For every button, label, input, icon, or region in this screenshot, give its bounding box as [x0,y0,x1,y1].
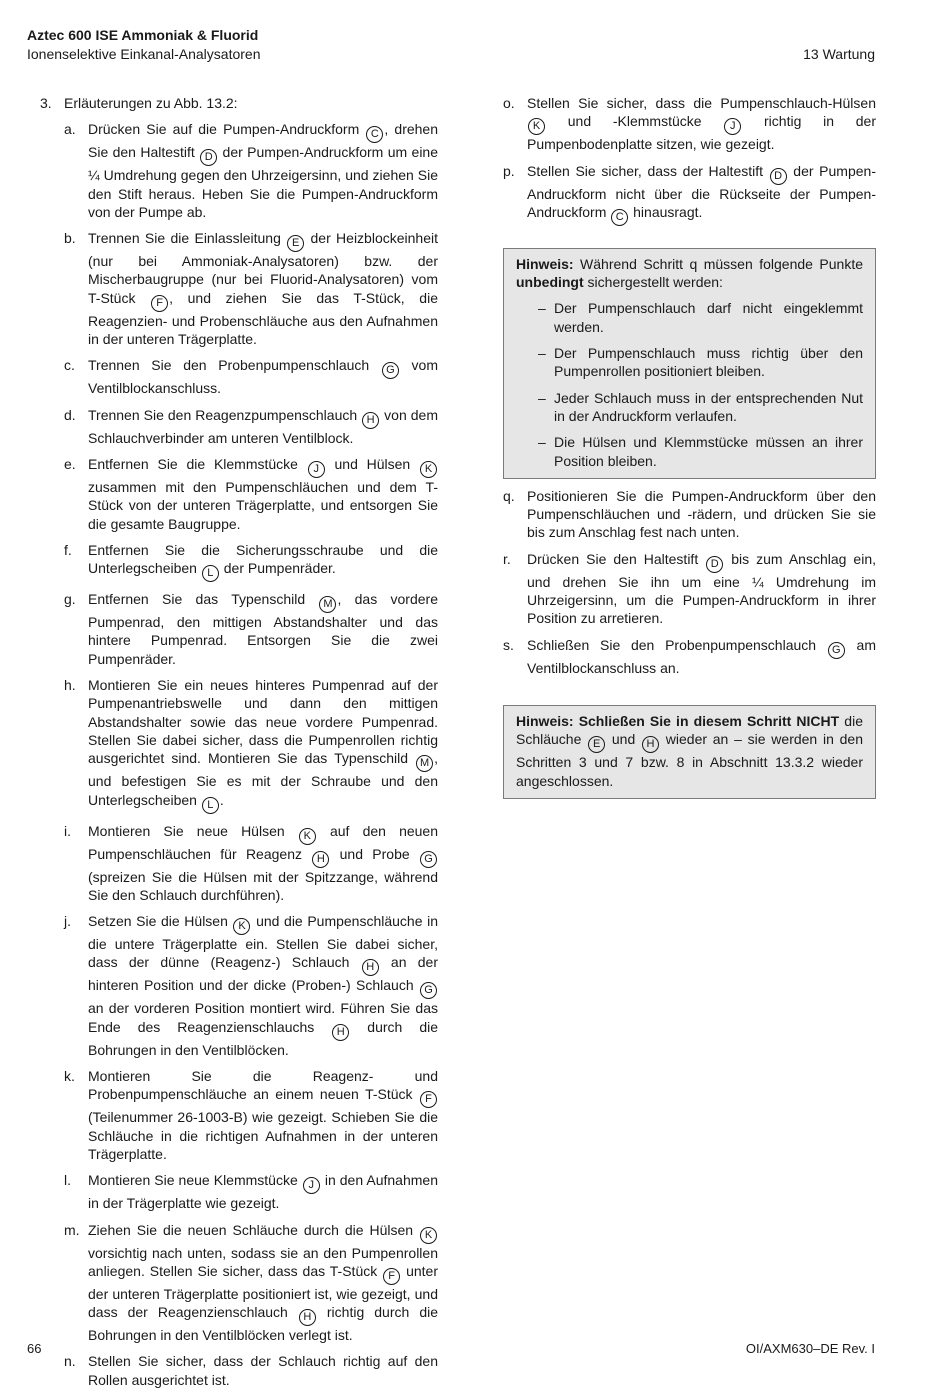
step-text-segment: Trennen Sie den Probenpumpenschlauch [88,357,381,374]
callout-ref-k: K [528,118,545,135]
step-text [88,1352,438,1389]
right-column [503,94,876,807]
step-text [88,541,438,582]
step-item [40,1221,438,1345]
step-item [40,590,438,668]
callout-ref-m: M [416,755,433,772]
step-text-segment: richtig durch die Bohrungen in den Ventilblöcken verlegt ist. [88,1304,438,1344]
document-reference: OI/AXM630–DE Rev. I [745,1341,875,1356]
step-text [88,1067,438,1163]
callout-ref-j: J [724,118,741,135]
step-text-segment: der Pumpen-Andruckform um eine ¼ Umdrehung gegen den Uhrzeigersinn, und ziehen Sie den Stift heraus. Heben Sie die Pumpen-Andruckform von der Pumpe ab. [88,144,438,220]
step-text [88,822,438,905]
callout-ref-f: F [383,1268,400,1285]
step-text-segment: der Heizblockeinheit (nur bei Ammoniak-Analysatoren) bzw. der Mischerbaugruppe (nur bei Fluorid-Analysatoren) vom T-Stück [88,230,438,306]
intro-text: Erläuterungen zu Abb. 13.2: [64,95,238,111]
step-text-segment: Montieren Sie die Reagenz- und Probenpumpenschläuche an einem neuen T-Stück [88,1068,438,1103]
step-text-segment: an der hinteren Position und der dicke (Proben-) Schlauch [88,954,438,994]
callout-ref-h: H [332,1024,349,1041]
step-letter: k. [64,1068,75,1085]
callout-ref-l: L [202,797,219,814]
note-item-text: Jeder Schlauch muss in der entsprechenden Nut in der Andruckform verlaufen. [554,389,863,424]
step-text-segment: Trennen Sie die Einlassleitung [88,230,287,247]
dash-bullet: – [538,434,546,451]
step-text-segment: der Pumpenräder. [219,560,336,577]
callout-ref-c: C [366,126,383,143]
step-text-segment: bis zum Anschlag ein, und drehen Sie ihn um eine ¼ Umdrehung im Uhrzeigersinn, um die Pumpen-Andruckform in ihrer Position zu arretieren. [527,550,877,627]
step-text-segment: Schließen Sie den Probenpumpenschlauch [527,636,827,653]
callout-ref-g: G [828,642,845,659]
step-item [503,636,876,677]
step-text [88,1171,438,1212]
step-text-segment: Entfernen Sie die Sicherungsschraube und die Unterlegscheiben [88,541,438,577]
step-text [88,406,438,447]
step-text-segment: Stellen Sie sicher, dass der Schlauch richtig auf den Rollen ausgerichtet ist. [88,1353,438,1388]
callout-ref-f: F [420,1091,437,1108]
step-text-segment: und Probe [330,845,419,862]
note-item-text: Der Pumpenschlauch darf nicht eingeklemmt werden. [554,300,863,335]
step-text-segment: und Hülsen [325,455,419,472]
step-item [40,406,438,447]
step-text-segment: am Ventilblockanschluss an. [527,636,877,676]
callout-ref-l: L [202,565,219,582]
step-text [527,550,876,628]
step-letter: d. [64,406,76,423]
step-letter: r. [503,550,511,567]
step-text [88,590,438,668]
note-checklist [516,299,863,469]
note-label: Hinweis: [516,255,574,272]
note-checklist-item [516,344,863,381]
step-text-segment: Montieren Sie ein neues hinteres Pumpenrad auf der Pumpenantriebswelle und dann den mittigen Abstandshalter sowie das neue vordere Pumpenrad. Stellen Sie dabei sicher, dass die Pumpenrollen richtig ausgerichtet sind. Montieren Sie das Typenschild [88,677,438,767]
step-letter: e. [64,455,76,472]
callout-ref-h: H [642,736,659,753]
step-text-segment: Montieren Sie neue Hülsen [88,822,298,839]
step-text [88,1221,438,1345]
step-text [527,162,876,226]
callout-ref-j: J [308,461,325,478]
callout-ref-m: M [319,596,336,613]
callout-ref-k: K [233,918,250,935]
step-letter: f. [64,541,72,558]
callout-ref-k: K [420,1227,437,1244]
step-text-segment: , drehen Sie den Haltestift [88,121,438,161]
callout-ref-c: C [611,209,628,226]
callout-ref-g: G [420,851,437,868]
step-text [88,120,438,221]
note-box-do-not-reconnect [503,705,876,799]
step-text-segment: und [606,731,642,748]
callout-ref-k: K [420,461,437,478]
dash-bullet: – [538,389,546,406]
callout-ref-d: D [770,168,787,185]
steps-list-right-bottom [503,487,876,677]
step-letter: h. [64,677,76,694]
callout-ref-h: H [312,851,329,868]
step-item [503,487,876,542]
step-text-segment: Drücken Sie den Haltestift [527,550,706,567]
step-text-segment: an der vorderen Position montiert wird. Führen Sie das Ende des Reagenzienschlauchs [88,1000,438,1035]
step-text-segment: (spreizen Sie die Hülsen mit der Spitzzange, während Sie den Schlauch durchführen). [88,868,438,903]
step-item [40,1171,438,1212]
callout-ref-k: K [299,828,316,845]
step-text-segment: von dem Schlauchverbinder am unteren Ventilblock. [88,406,438,446]
callout-ref-e: E [588,736,605,753]
step-letter: g. [64,591,76,608]
step-text-segment: Stellen Sie sicher, dass die Pumpenschlauch-Hülsen [527,95,876,111]
callout-ref-f: F [151,295,168,312]
note-checklist-item [516,299,863,336]
callout-ref-j: J [303,1177,320,1194]
step-text-segment: zusammen mit den Pumpenschläuchen und dem T-Stück von der unteren Trägerplatte, und entsorgen Sie die gesamte Baugruppe. [88,478,438,532]
step-item [40,229,438,348]
bold-text: Schließen Sie in diesem Schritt NICHT [578,712,840,729]
step-letter: b. [64,230,76,247]
step-text-segment: der Pumpen-Andruckform nicht über die Rückseite der Pumpen-Andruckform [527,162,876,220]
step-item [40,912,438,1059]
callout-ref-e: E [287,235,304,252]
step-text [88,676,438,813]
step-text-segment: . [219,791,224,808]
step-item [40,1067,438,1163]
step-text-segment: hinausragt. [629,203,703,220]
step-text [88,912,438,1059]
intro-line [40,94,438,112]
step-letter: o. [503,95,515,111]
callout-ref-g: G [420,982,437,999]
step-text-segment: richtig in der Pumpenbodenplatte sitzen, wie gezeigt. [527,113,876,153]
step-text-segment: , und ziehen Sie das T-Stück, die Reagenzien- und Probenschläuche aus den Aufnahmen in der unteren Trägerplatte. [88,289,438,348]
step-item [503,162,876,226]
page-number: 66 [27,1341,42,1356]
bold-text: Hinweis: [516,712,579,729]
step-text-segment: vorsichtig nach unten, sodass sie an den Pumpenrollen anliegen. Stellen Sie sicher, dass das T-Stück [88,1244,438,1279]
step-letter: c. [64,357,75,374]
step-item [40,455,438,533]
step-text-segment: Entfernen Sie die Klemmstücke [88,455,307,472]
dash-bullet: – [538,300,546,317]
step-text-segment: Drücken Sie auf die Pumpen-Andruckform [88,121,366,138]
step-item [40,822,438,905]
callout-ref-d: D [200,149,217,166]
step-letter: l. [64,1172,71,1189]
note-checklist-item [516,389,863,426]
document-title: Aztec 600 ISE Ammoniak & Fluorid [27,27,259,43]
step-letter: j. [64,913,71,930]
step-item [503,94,876,154]
step-text-segment: Setzen Sie die Hülsen [88,913,233,930]
step-item [40,120,438,221]
steps-list-left [40,120,438,1389]
step-text-segment: Trennen Sie den Reagenzpumpenschlauch [88,406,362,423]
step-text-segment: , das vordere Pumpenrad, den mittigen Abstandshalter und das hintere Pumpenrad. Entsorgen Sie die zwei Pumpenräder. [88,591,438,667]
note-checklist-item [516,433,863,470]
note-text: sichergestellt werden: [583,274,723,291]
note-item-text: Der Pumpenschlauch muss richtig über den Pumpenrollen positioniert bleiben. [554,345,863,380]
intro-number: 3. [40,95,52,111]
step-text-segment: auf den neuen Pumpenschläuchen für Reagenz [88,822,439,862]
step-text-segment: Positionieren Sie die Pumpen-Andruckform über den Pumpenschläuchen und -rädern, und drücken Sie sie bis zum Anschlag fest nach unten. [527,487,876,541]
step-text-segment: , und befestigen Sie es mit der Schraube und den Unterlegscheiben [88,750,438,808]
step-item [40,1352,438,1389]
step-letter: s. [503,636,514,653]
note-emphasis: unbedingt [516,274,584,291]
step-text-segment: Stellen Sie sicher, dass der Haltestift [527,162,769,179]
step-text [527,94,876,154]
step-text-segment: Ziehen Sie die neuen Schläuche durch die Hülsen [88,1221,419,1238]
step-letter: p. [503,162,515,179]
step-letter: i. [64,822,71,839]
step-text-segment: vom Ventilblockanschluss. [88,357,438,397]
step-item [40,541,438,582]
step-text-segment: und die Pumpenschläuche in die untere Trägerplatte ein. Stellen Sie dabei sicher, dass der dünne (Reagenz-) Schlauch [88,913,439,971]
note-item-text: Die Hülsen und Klemmstücke müssen an ihrer Position bleiben. [554,434,863,469]
step-text [527,636,876,677]
callout-ref-d: D [706,556,723,573]
step-text [527,487,876,542]
step-text-segment: Entfernen Sie das Typenschild [88,591,319,608]
step-text-segment: in den Aufnahmen in der Trägerplatte wie gezeigt. [88,1172,438,1212]
step-text-segment: die Schläuche [516,712,863,748]
left-column [40,94,438,1397]
step-text [88,229,438,348]
step-text-segment: und -Klemmstücke [546,113,724,130]
step-letter: n. [64,1353,76,1370]
callout-ref-h: H [299,1309,316,1326]
step-text-segment: unter der unteren Trägerplatte positioniert ist, wie gezeigt, und dass der Reagenzienschlauch [88,1262,438,1321]
note-box-pump-checks [503,248,876,479]
callout-ref-h: H [362,959,379,976]
step-item [503,550,876,628]
steps-list-right-top [503,94,876,226]
callout-ref-h: H [362,412,379,429]
step-text-segment: wieder an – sie werden in den Schritten 3 und 7 bzw. 8 in Abschnitt 13.3.2 wieder angeschlossen. [516,731,863,789]
section-heading: 13 Wartung [803,46,875,62]
note-text: Während Schritt q müssen folgende Punkte [573,255,863,272]
dash-bullet: – [538,345,546,362]
step-text-segment: durch die Bohrungen in den Ventilblöcken. [88,1018,439,1058]
step-text-segment: Montieren Sie neue Klemmstücke [88,1172,302,1189]
step-text-segment: (Teilenummer 26-1003-B) wie gezeigt. Schieben Sie die Schläuche in die richtigen Aufnahmen in der unteren Trägerplatte. [88,1109,438,1162]
step-text [88,356,438,397]
note-heading [516,255,863,292]
step-letter: a. [64,121,76,138]
step-letter: q. [503,487,515,504]
step-letter: m. [64,1221,80,1238]
step-text [88,455,438,533]
step-item [40,676,438,813]
document-subtitle: Ionenselektive Einkanal-Analysatoren [27,46,261,62]
step-item [40,356,438,397]
callout-ref-g: G [382,362,399,379]
